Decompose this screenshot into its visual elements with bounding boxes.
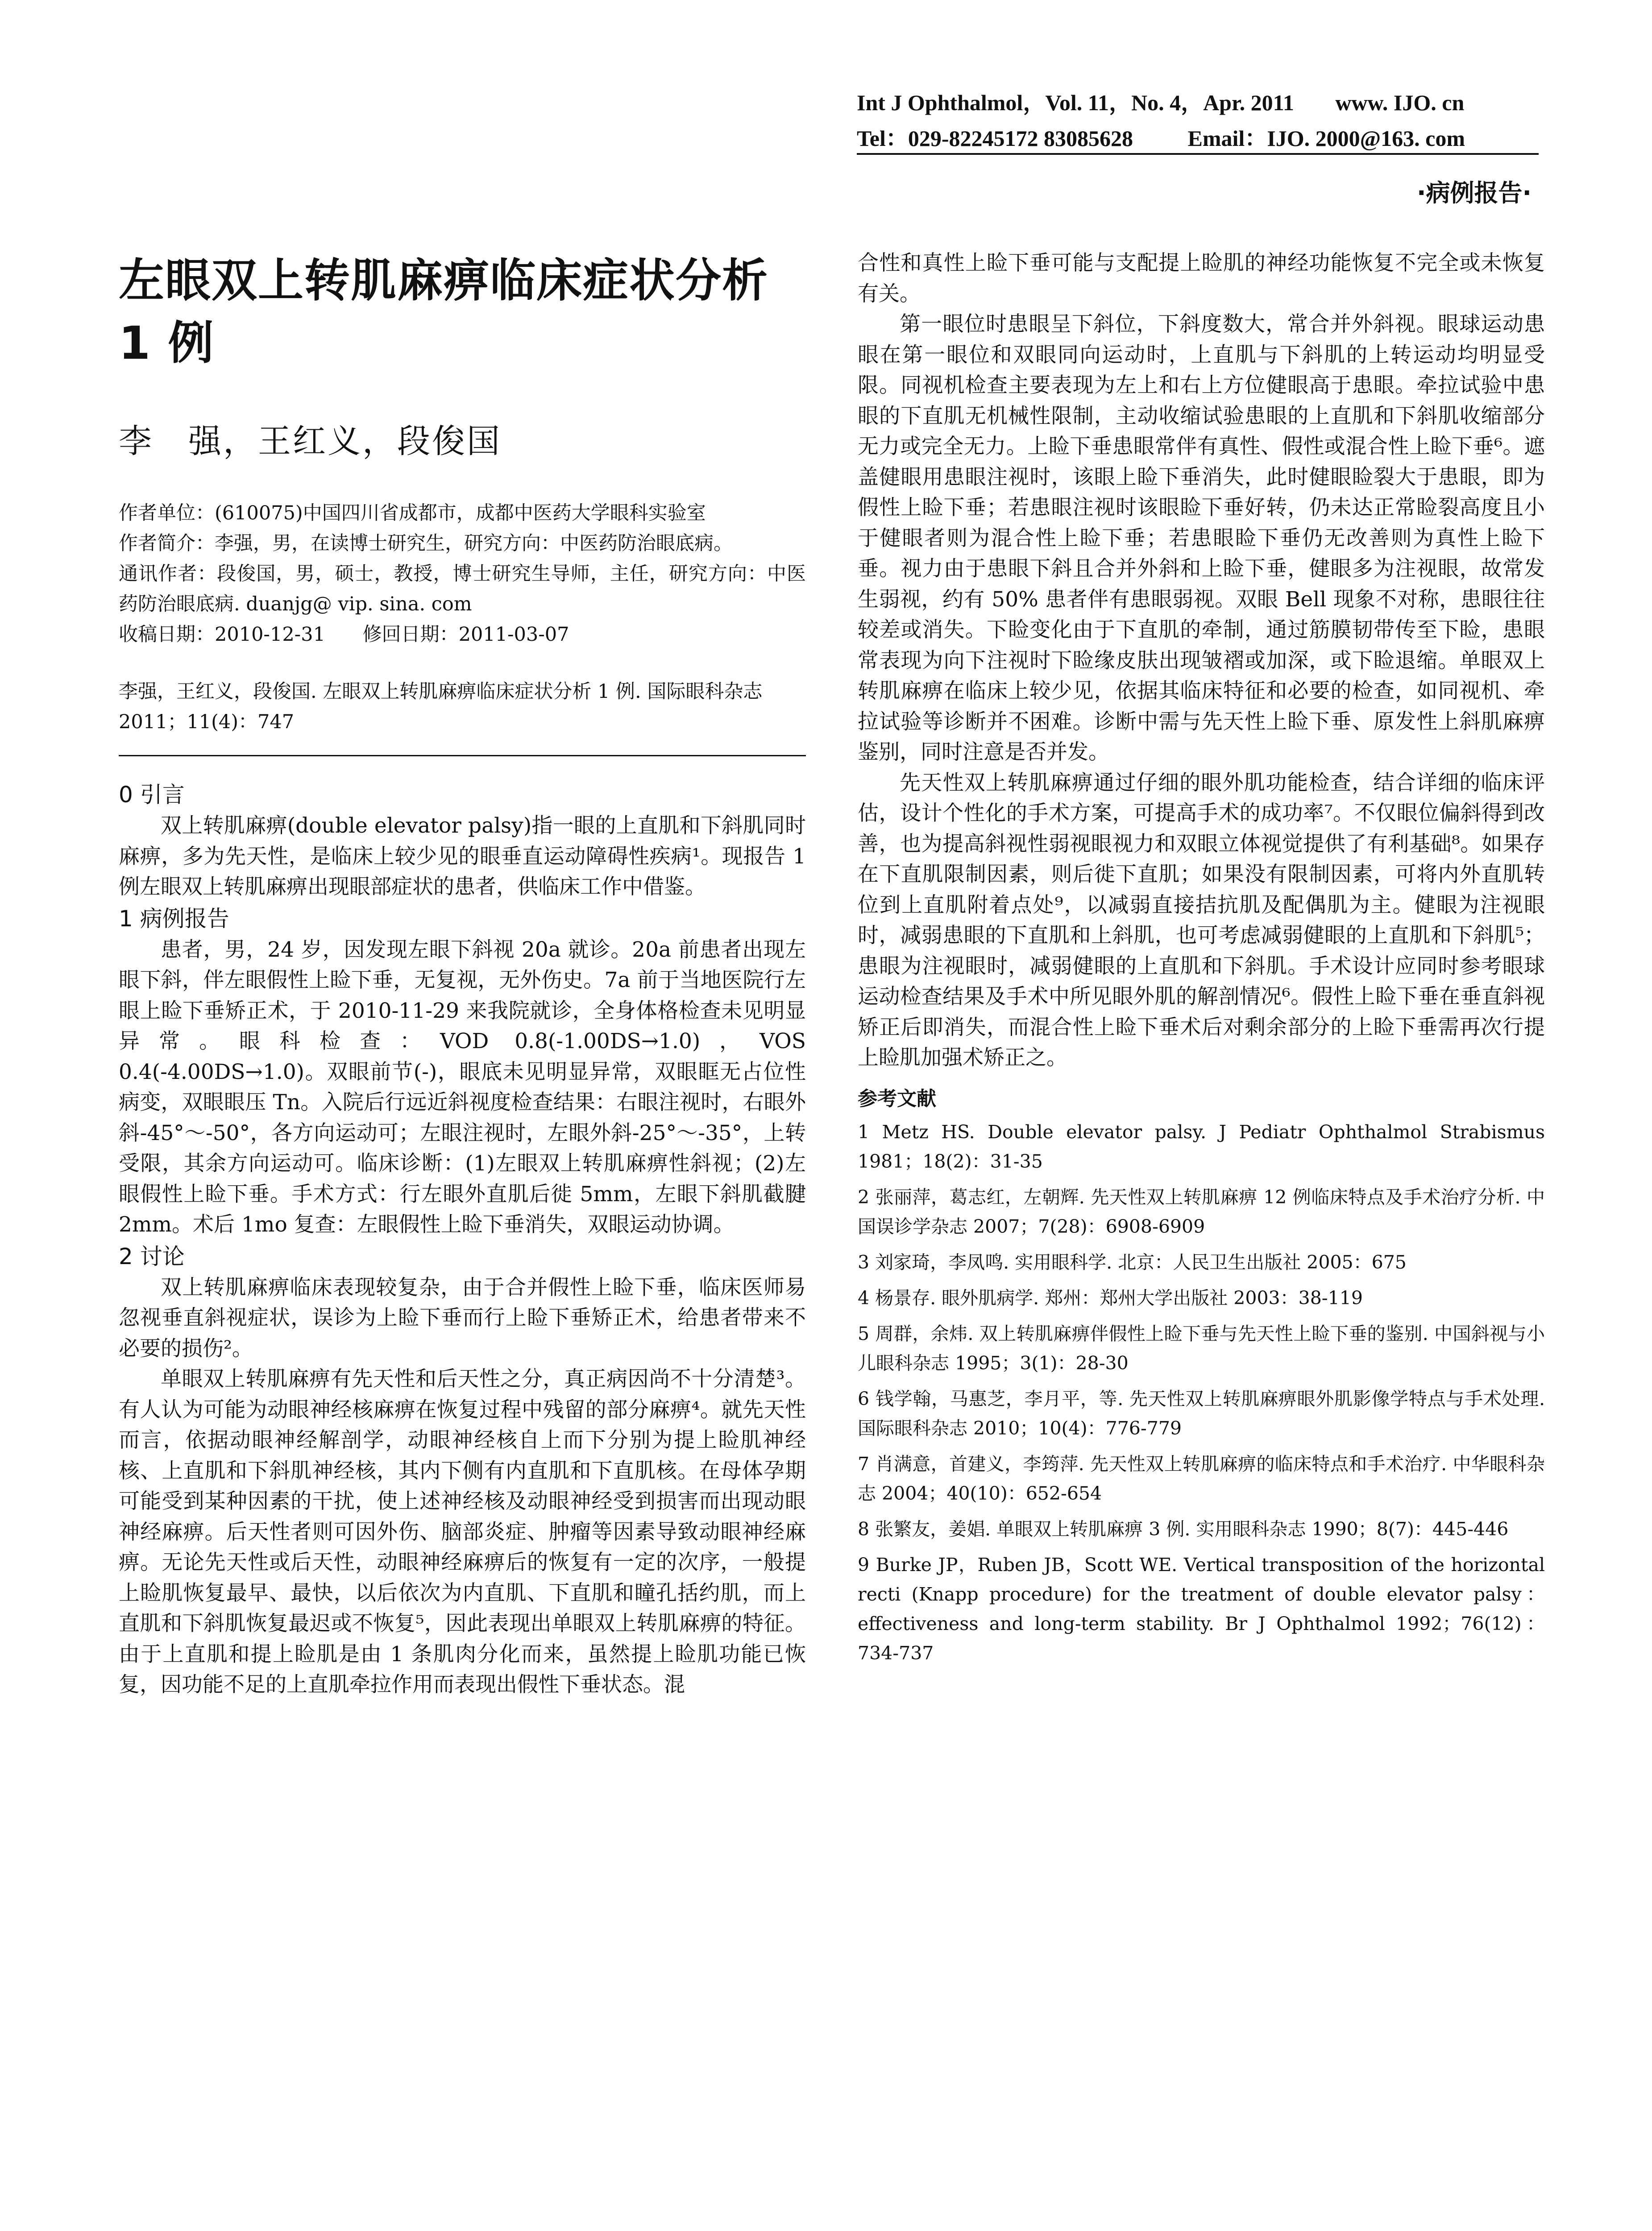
case-paragraph: 患者，男，24 岁，因发现左眼下斜视 20a 就诊。20a 前患者出现左眼下斜，伴左眼假性上睑下垂，无复视，无外伤史。7a 前于当地医院行左眼上睑下垂矫正术，于 2010-11-29 来我院就诊，全身体格检查未见明显异常。眼科检查：VOD 0.8(-1.00DS→1.0)，VOS 0.4(-4.00DS→1.0)。双眼前节(-)，眼底未见明显异常，双眼眶无占位性病变，双眼眼压 Tn。入院后行远近斜视度检查结果：右眼注视时，右眼外斜-45°～-50°，各方向运动可；左眼注视时，左眼外斜-25°～-35°，上转受限，其余方向运动可。临床诊断：(1)左眼双上转肌麻痹性斜视；(2)左眼假性上睑下垂。手术方式：行左眼外直肌后徙 5mm，左眼下斜肌截腱 2mm。术后 1mo 复查：左眼假性上睑下垂消失，双眼运动协调。 <box>119 937 806 1237</box>
author-metadata <box>119 498 806 650</box>
intro-paragraph: 双上转肌麻痹(double elevator palsy)指一眼的上直肌和下斜肌同时麻痹，多为先天性，是临床上较少见的眼垂直运动障碍性疾病¹。现报告 1 例左眼双上转肌麻痹出现眼部症状的患者，供临床工作中借鉴。 <box>119 813 806 899</box>
article-authors: 李 强，王红义，段俊国 <box>119 422 502 460</box>
discussion-paragraph-3: 合性和真性上睑下垂可能与支配提上睑肌的神经功能恢复不完全或未恢复有关。 <box>858 251 1545 306</box>
article-title: 左眼双上转肌麻痹临床症状分析 1 例 <box>119 254 768 370</box>
article-dates <box>119 619 806 650</box>
discussion-paragraph-1: 双上转肌麻痹临床表现较复杂，由于合并假性上睑下垂，临床医师易忽视垂直斜视症状，误诊为上睑下垂而行上睑下垂矫正术，给患者带来不必要的损伤²。 <box>119 1275 806 1361</box>
reference-list <box>858 1117 1545 1668</box>
journal-header-line2 <box>857 120 1553 153</box>
corresponding-author: 通讯作者：段俊国，男，硕士，教授，博士研究生导师，主任，研究方向：中医药防治眼底病. duanjg@ vip. sina. com <box>119 563 806 615</box>
citation-rule <box>119 755 806 756</box>
journal-header-line1 <box>857 85 1553 117</box>
left-column <box>119 250 806 1700</box>
section-heading-case: 1 病例报告 <box>119 905 229 932</box>
reference-item: 5 周群，余炜. 双上转肌麻痹伴假性上睑下垂与先天性上睑下垂的鉴别. 中国斜视与小儿眼科杂志 1995；3(1)：28-30 <box>858 1323 1545 1374</box>
reference-item: 6 钱学翰，马惠芝，李月平，等. 先天性双上转肌麻痹眼外肌影像学特点与手术处理. 国际眼科杂志 2010；10(4)：776-779 <box>858 1388 1545 1439</box>
author-bio: 作者简介：李强，男，在读博士研究生，研究方向：中医药防治眼底病。 <box>119 532 733 555</box>
references-heading: 参考文献 <box>858 1087 936 1110</box>
header-rule <box>857 153 1539 155</box>
journal-tel: Tel：029-82245172 83085628 <box>857 126 1133 151</box>
section-tag: ·病例报告· <box>1416 179 1532 207</box>
journal-info: Int J Ophthalmol，Vol. 11，No. 4，Apr. 2011 <box>857 90 1294 115</box>
discussion-paragraph-5: 先天性双上转肌麻痹通过仔细的眼外肌功能检查，结合详细的临床评估，设计个性化的手术方案，可提高手术的成功率⁷。不仅眼位偏斜得到改善，也为提高斜视性弱视眼视力和双眼立体视觉提供了有利基础⁸。如果存在下直肌限制因素，则后徙下直肌；如果没有限制因素，可将内外直肌转位到上直肌附着点处⁹，以减弱直接拮抗肌及配偶肌为主。健眼为注视眼时，减弱患眼的下直肌和上斜肌，也可考虑减弱健眼的上直肌和下斜肌⁵；患眼为注视眼时，减弱健眼的上直肌和下斜肌。手术设计应同时参考眼球运动检查结果及手术中所见眼外肌的解剖情况⁶。假性上睑下垂在垂直斜视矫正后即消失，而混合性上睑下垂术后对剩余部分的上睑下垂需再次行提上睑肌加强术矫正之。 <box>858 770 1545 1070</box>
reference-item: 2 张丽萍，葛志红，左朝辉. 先天性双上转肌麻痹 12 例临床特点及手术治疗分析. 中国误诊学杂志 2007；7(28)：6908-6909 <box>858 1186 1545 1237</box>
reference-item: 4 杨景存. 眼外肌病学. 郑州：郑州大学出版社 2003：38-119 <box>858 1287 1363 1309</box>
section-heading-intro: 0 引言 <box>119 782 185 808</box>
reference-item: 9 Burke JP，Ruben JB，Scott WE. Vertical transposition of the horizontal recti (Knapp procedure) for the treatment of double elevator palsy：effectiveness and long-term stability. Br J Ophthalmol 1992；76(12)：734-737 <box>858 1554 1545 1664</box>
reference-item: 8 张繁友，姜娼. 单眼双上转肌麻痹 3 例. 实用眼科杂志 1990；8(7)：445-446 <box>858 1518 1509 1540</box>
journal-website: www. IJO. cn <box>1335 90 1465 115</box>
right-column <box>858 248 1545 1674</box>
discussion-paragraph-4: 第一眼位时患眼呈下斜位，下斜度数大，常合并外斜视。眼球运动患眼在第一眼位和双眼同向运动时，上直肌与下斜肌的上转运动均明显受限。同视机检查主要表现为左上和右上方位健眼高于患眼。牵拉试验中患眼的下直肌无机械性限制，主动收缩试验患眼的上直肌和下斜肌收缩部分无力或完全无力。上睑下垂患眼常伴有真性、假性或混合性上睑下垂⁶。遮盖健眼用患眼注视时，该眼上睑下垂消失，此时健眼睑裂大于患眼，即为假性上睑下垂；若患眼注视时该眼睑下垂好转，仍未达正常睑裂高度且小于健眼者则为混合性上睑下垂；若患眼睑下垂仍无改善则为真性上睑下垂。视力由于患眼下斜且合并外斜和上睑下垂，健眼多为注视眼，故常发生弱视，约有 50% 患者伴有患眼弱视。双眼 Bell 现象不对称，患眼往往较差或消失。下睑变化由于下直肌的牵制，通过筋膜韧带传至下睑，患眼常表现为向下注视时下睑缘皮肤出现皱褶或加深，或下睑退缩。单眼双上转肌麻痹在临床上较少见，依据其临床特征和必要的检查，如同视机、牵拉试验等诊断并不困难。诊断中需与先天性上睑下垂、原发性上斜肌麻痹鉴别，同时注意是否并发。 <box>858 312 1545 764</box>
journal-email: Email：IJO. 2000@163. com <box>1187 126 1465 151</box>
reference-item: 7 肖满意，首建义，李筠萍. 先天性双上转肌麻痹的临床特点和手术治疗. 中华眼科杂志 2004；40(10)：652-654 <box>858 1453 1545 1504</box>
reference-item: 1 Metz HS. Double elevator palsy. J Pediatr Ophthalmol Strabismus 1981；18(2)：31-35 <box>858 1121 1545 1172</box>
section-heading-discussion: 2 讨论 <box>119 1243 185 1269</box>
revised-date: 修回日期：2011-03-07 <box>362 623 569 646</box>
discussion-paragraph-2: 单眼双上转肌麻痹有先天性和后天性之分，真正病因尚不十分清楚³。有人认为可能为动眼神经核麻痹在恢复过程中残留的部分麻痹⁴。就先天性而言，依据动眼神经解剖学，动眼神经核自上而下分别为提上睑肌神经核、上直肌和下斜肌神经核，其内下侧有内直肌和下直肌核。在母体孕期可能受到某种因素的干扰，使上述神经核及动眼神经受到损害而出现动眼神经麻痹。后天性者则可因外伤、脑部炎症、肿瘤等因素导致动眼神经麻痹。无论先天性或后天性，动眼神经麻痹后的恢复有一定的次序，一般提上睑肌恢复最早、最快，以后依次为内直肌、下直肌和瞳孔括约肌，而上直肌和下斜肌恢复最迟或不恢复⁵，因此表现出单眼双上转肌麻痹的特征。由于上直肌和提上睑肌是由 1 条肌肉分化而来，虽然提上睑肌功能已恢复，因功能不足的上直肌牵拉作用而表现出假性下垂状态。混 <box>119 1367 806 1697</box>
received-date: 收稿日期：2010-12-31 <box>119 623 325 646</box>
author-affiliation: 作者单位：(610075)中国四川省成都市，成都中医药大学眼科实验室 <box>119 502 706 524</box>
citation: 李强，王红义，段俊国. 左眼双上转肌麻痹临床症状分析 1 例. 国际眼科杂志 2011；11(4)：747 <box>119 680 763 733</box>
reference-item: 3 刘家琦，李凤鸣. 实用眼科学. 北京：人民卫生出版社 2005：675 <box>858 1251 1407 1273</box>
